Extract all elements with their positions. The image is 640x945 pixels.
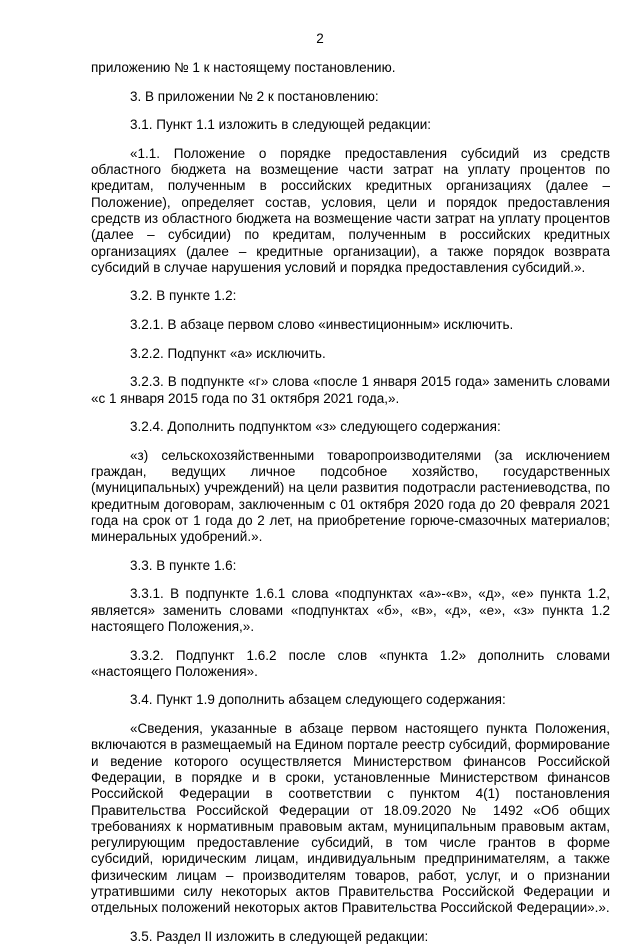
paragraph-quote-1-1: «1.1. Положение о порядке предоставления субсидий из средств областного бюджета на возмещение части затрат на уплату процентов по кредитам, полученным в российских кредитных организациях (далее – Положение), определяет состав, условия, цели и порядок предоставления средств из областного бюджета на возмещение части затрат на уплату процентов (далее – субсидии) по кредитам, полученным в российских кредитных организациях (далее – кредитные организации), а также порядок возврата субсидий в случае нарушения условий и порядка предоставления субсидий.». bbox=[91, 145, 610, 275]
paragraph-item-3-4: 3.4. Пункт 1.9 дополнить абзацем следующего содержания: bbox=[130, 692, 506, 708]
paragraph-item-3-2-4: 3.2.4. Дополнить подпунктом «з» следующего содержания: bbox=[130, 419, 501, 435]
paragraph-item-3-3-1: 3.3.1. В подпункте 1.6.1 слова «подпунктах «а»-«в», «д», «е» пункта 1.2, является» заменить словами «подпунктах «б», «в», «д», «е», «з» пункта 1.2 настоящего Положения,». bbox=[91, 586, 610, 634]
paragraph-item-3-2: 3.2. В пункте 1.2: bbox=[130, 288, 237, 304]
paragraph-continuation: приложению № 1 к настоящему постановлению. bbox=[91, 60, 396, 75]
paragraph-item-3-1: 3.1. Пункт 1.1 изложить в следующей редакции: bbox=[130, 117, 432, 133]
paragraph-item-3-2-3: 3.2.3. В подпункте «г» слова «после 1 января 2015 года» заменить словами «с 1 января 2015 года по 31 октября 2021 года,». bbox=[91, 374, 610, 406]
paragraph-item-3-3-2: 3.3.2. Подпункт 1.6.2 после слов «пункта 1.2» дополнить словами «настоящего Положения». bbox=[91, 647, 610, 679]
document-body bbox=[91, 60, 610, 945]
paragraph-item-3-3: 3.3. В пункте 1.6: bbox=[130, 557, 237, 573]
paragraph-item-3-5: 3.5. Раздел II изложить в следующей редакции: bbox=[130, 928, 429, 944]
paragraph-item-3-2-1: 3.2.1. В абзаце первом слово «инвестиционным» исключить. bbox=[130, 317, 514, 333]
paragraph-item-3-2-2: 3.2.2. Подпункт «а» исключить. bbox=[130, 345, 326, 361]
paragraph-item-3: 3. В приложении № 2 к постановлению: bbox=[130, 88, 379, 104]
paragraph-quote-svedeniya: «Сведения, указанные в абзаце первом настоящего пункта Положения, включаются в размещаемый на Едином портале реестр субсидий, формирование и ведение которого осуществляется Министерством финансов Российской Федерации, в порядке и в сроки, установленные Министерством финансов Российской Федерации в соответствии с пунктом 4(1) постановления Правительства Российской Федерации от 18.09.2020 № 1492 «Об общих требованиях к нормативным правовым актам, муниципальным правовым актам, регулирующим предоставление субсидий, в том числе грантов в форме субсидий, юридическим лицам, индивидуальным предпринимателям, а также физическим лицам – производителям товаров, работ, услуг, и о признании утратившими силу некоторых актов Правительства Российской Федерации и отдельных положений некоторых актов Правительства Российской Федерации».». bbox=[91, 721, 610, 916]
page-number: 2 bbox=[316, 31, 324, 46]
paragraph-quote-z: «з) сельскохозяйственными товаропроизводителями (за исключением граждан, ведущих личное подсобное хозяйство, государственных (муниципальных) учреждений) на цели развития подотрасли растениеводства, по кредитным договорам, заключенным с 01 октября 2020 года до 20 февраля 2021 года на срок от 1 года до 2 лет, на приобретение горюче-смазочных материалов; минеральных удобрений.». bbox=[91, 447, 610, 545]
